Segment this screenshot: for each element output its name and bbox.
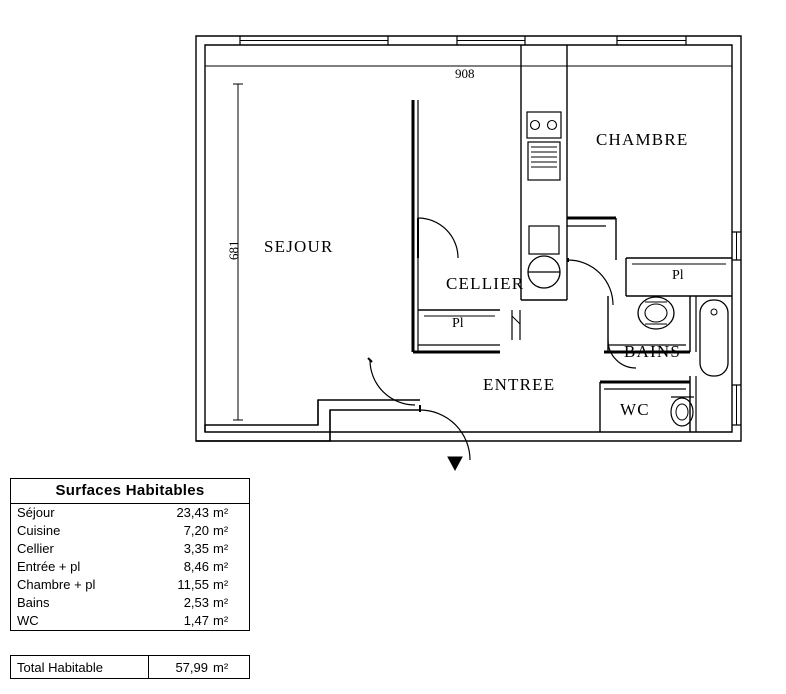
table-row: [11, 558, 249, 576]
surface-value: 3,35: [183, 541, 209, 556]
table-row: [11, 594, 249, 612]
dimension-width: 908: [455, 66, 475, 81]
table-row: [11, 612, 249, 630]
closet-label-chambre: Pl: [672, 268, 684, 283]
closet-label-cellier: Pl: [452, 316, 464, 331]
surface-value: 8,46: [183, 559, 209, 574]
surface-name: Entrée + pl: [17, 559, 81, 574]
total-label: Total Habitable: [11, 656, 149, 678]
total-habitable-box: [10, 655, 250, 679]
surface-name: Chambre + pl: [17, 577, 96, 592]
surface-name: Séjour: [17, 505, 55, 520]
surface-name: Cellier: [17, 541, 54, 556]
table-row: [11, 576, 249, 594]
room-label-cellier: CELLIER: [446, 274, 525, 293]
table-row: [11, 540, 249, 558]
room-label-sejour: SEJOUR: [264, 237, 334, 256]
room-label-chambre: CHAMBRE: [596, 130, 689, 149]
total-unit: m²: [213, 659, 229, 675]
surface-unit: m²: [213, 595, 229, 610]
surface-unit: m²: [213, 505, 229, 520]
surface-value: 7,20: [183, 523, 209, 538]
surface-unit: m²: [213, 613, 229, 628]
surface-value: 1,47: [183, 613, 209, 628]
table-row: [11, 522, 249, 540]
surface-unit: m²: [213, 523, 229, 538]
surface-name: Cuisine: [17, 523, 61, 538]
room-label-entree: ENTREE: [483, 375, 556, 394]
surface-name: WC: [17, 613, 39, 628]
surfaces-table-title: Surfaces Habitables: [11, 479, 249, 504]
surface-value: 2,53: [183, 595, 209, 610]
surface-value: 11,55: [177, 577, 209, 592]
surface-name: Bains: [17, 595, 50, 610]
room-label-wc: WC: [620, 400, 650, 419]
surface-unit: m²: [213, 577, 229, 592]
surface-value: 23,43: [176, 505, 209, 520]
room-label-bains: BAINS: [624, 342, 682, 361]
surface-unit: m²: [213, 541, 229, 556]
dimension-height: 681: [226, 240, 241, 260]
total-value: 57,99: [175, 659, 208, 675]
surface-unit: m²: [213, 559, 229, 574]
surfaces-table: [10, 478, 250, 631]
table-row: [11, 656, 249, 678]
table-row: [11, 504, 249, 522]
entrance-marker: [448, 457, 462, 470]
